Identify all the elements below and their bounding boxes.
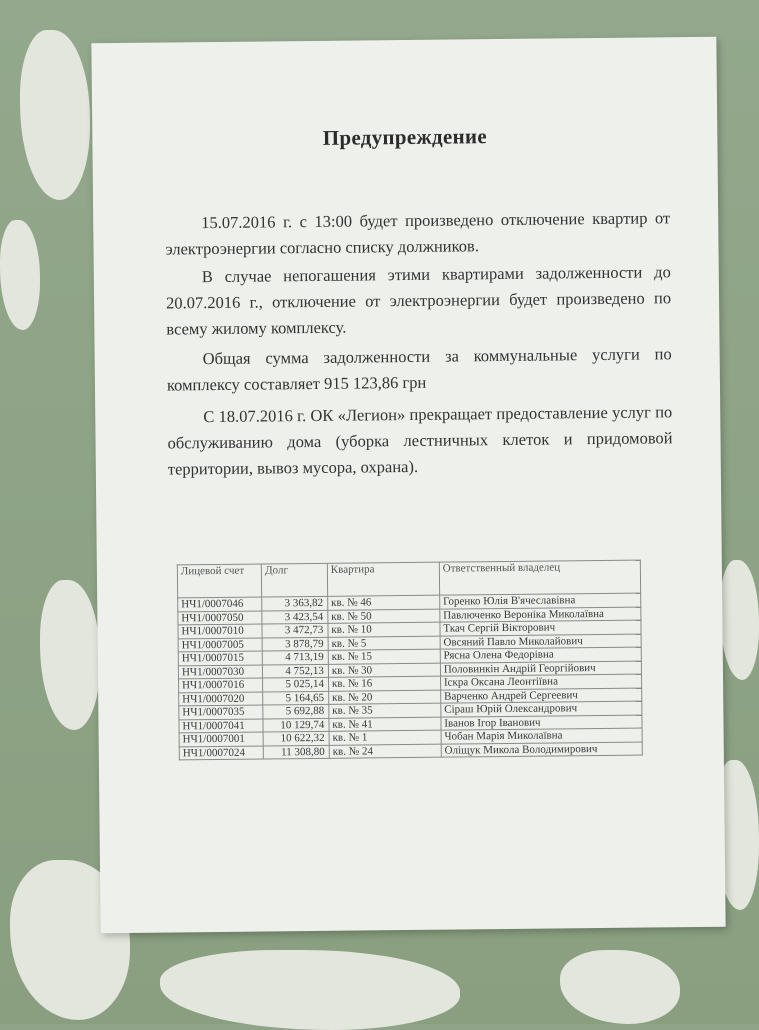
table-header-row bbox=[177, 560, 640, 598]
cell-apartment: кв. № 5 bbox=[328, 636, 440, 651]
cell-owner: Сіраш Юрій Олександрович bbox=[441, 701, 642, 717]
cell-owner: Ткач Сергій Вікторович bbox=[440, 620, 641, 636]
notice-paragraph: В случае непогашения этими квартирами задолженности до 20.07.2016 г., отключение от электроэнергии будет произведено по всему жилому комплексу. bbox=[165, 262, 672, 339]
cell-debt: 10 129,74 bbox=[263, 718, 329, 732]
notice-sheet bbox=[91, 37, 725, 933]
cell-apartment: кв. № 20 bbox=[329, 690, 441, 705]
cell-account: НЧ1/0007001 bbox=[179, 732, 263, 746]
cell-owner: Варченко Андрей Сергеевич bbox=[441, 688, 642, 704]
cell-account: НЧ1/0007015 bbox=[178, 651, 262, 665]
cell-account: НЧ1/0007024 bbox=[179, 746, 263, 760]
cell-apartment: кв. № 41 bbox=[329, 717, 441, 732]
cell-owner: Половинкін Андрій Георгійович bbox=[440, 661, 641, 677]
cell-debt: 11 308,80 bbox=[263, 745, 329, 759]
cell-account: НЧ1/0007030 bbox=[178, 665, 262, 679]
cell-debt: 3 423,54 bbox=[262, 610, 328, 624]
cell-owner: Овсяний Павло Миколайович bbox=[440, 634, 641, 650]
cell-account: НЧ1/0007010 bbox=[178, 624, 262, 638]
cell-debt: 4 752,13 bbox=[263, 664, 329, 678]
notice-paragraph: С 18.07.2016 г. ОК «Легион» прекращает предоставление услуг по обслуживанию дома (уборка лестничных клеток и придомовой территории, вывоз мусора, охрана). bbox=[167, 402, 673, 479]
cell-apartment: кв. № 50 bbox=[328, 609, 440, 624]
cell-apartment: кв. № 35 bbox=[329, 703, 441, 718]
notice-paragraph: 15.07.2016 г. с 13:00 будет произведено отключение квартир от электроэнергии согласно списку должников. bbox=[165, 208, 671, 259]
cell-apartment: кв. № 16 bbox=[328, 676, 440, 691]
header-owner: Ответственный владелец bbox=[439, 560, 640, 595]
cell-account: НЧ1/0007035 bbox=[179, 705, 263, 719]
cell-debt: 3 472,73 bbox=[262, 623, 328, 637]
header-apartment: Квартира bbox=[327, 562, 439, 596]
cell-debt: 3 878,79 bbox=[262, 637, 328, 651]
cell-apartment: кв. № 1 bbox=[329, 730, 441, 745]
header-account: Лицевой счет bbox=[177, 564, 262, 598]
debtors-table bbox=[177, 560, 643, 761]
cell-owner: Павлюченко Вероніка Миколаївна bbox=[440, 607, 641, 623]
cell-apartment: кв. № 46 bbox=[328, 595, 440, 610]
header-debt: Долг bbox=[262, 563, 328, 597]
notice-paragraph: Общая сумма задолженности за коммунальные услуги по комплексу составляет 915 123,86 грн bbox=[166, 344, 672, 395]
cell-owner: Чобан Марія Миколаївна bbox=[441, 728, 642, 744]
cell-owner: Оліщук Микола Володимирович bbox=[441, 742, 642, 758]
cell-account: НЧ1/0007005 bbox=[178, 638, 262, 652]
cell-apartment: кв. № 30 bbox=[328, 663, 440, 678]
cell-debt: 4 713,19 bbox=[262, 650, 328, 664]
cell-apartment: кв. № 10 bbox=[328, 622, 440, 637]
cell-account: НЧ1/0007016 bbox=[179, 678, 263, 692]
cell-debt: 10 622,32 bbox=[263, 731, 329, 745]
cell-owner: Горенко Юлія В'ячеславівна bbox=[440, 593, 641, 609]
notice-title: Предупреждение bbox=[322, 124, 488, 150]
cell-owner: Іванов Ігор Іванович bbox=[441, 715, 642, 731]
cell-apartment: кв. № 15 bbox=[328, 649, 440, 664]
cell-owner: Іскра Оксана Леонтіївна bbox=[440, 674, 641, 690]
cell-debt: 3 363,82 bbox=[262, 596, 328, 610]
cell-debt: 5 025,14 bbox=[263, 677, 329, 691]
cell-apartment: кв. № 24 bbox=[329, 744, 441, 759]
cell-account: НЧ1/0007041 bbox=[179, 719, 263, 733]
cell-account: НЧ1/0007020 bbox=[179, 692, 263, 706]
cell-debt: 5 692,88 bbox=[263, 704, 329, 718]
cell-owner: Рясна Олена Федорівна bbox=[440, 647, 641, 663]
cell-debt: 5 164,65 bbox=[263, 691, 329, 705]
cell-account: НЧ1/0007050 bbox=[178, 611, 262, 625]
cell-account: НЧ1/0007046 bbox=[178, 597, 262, 611]
